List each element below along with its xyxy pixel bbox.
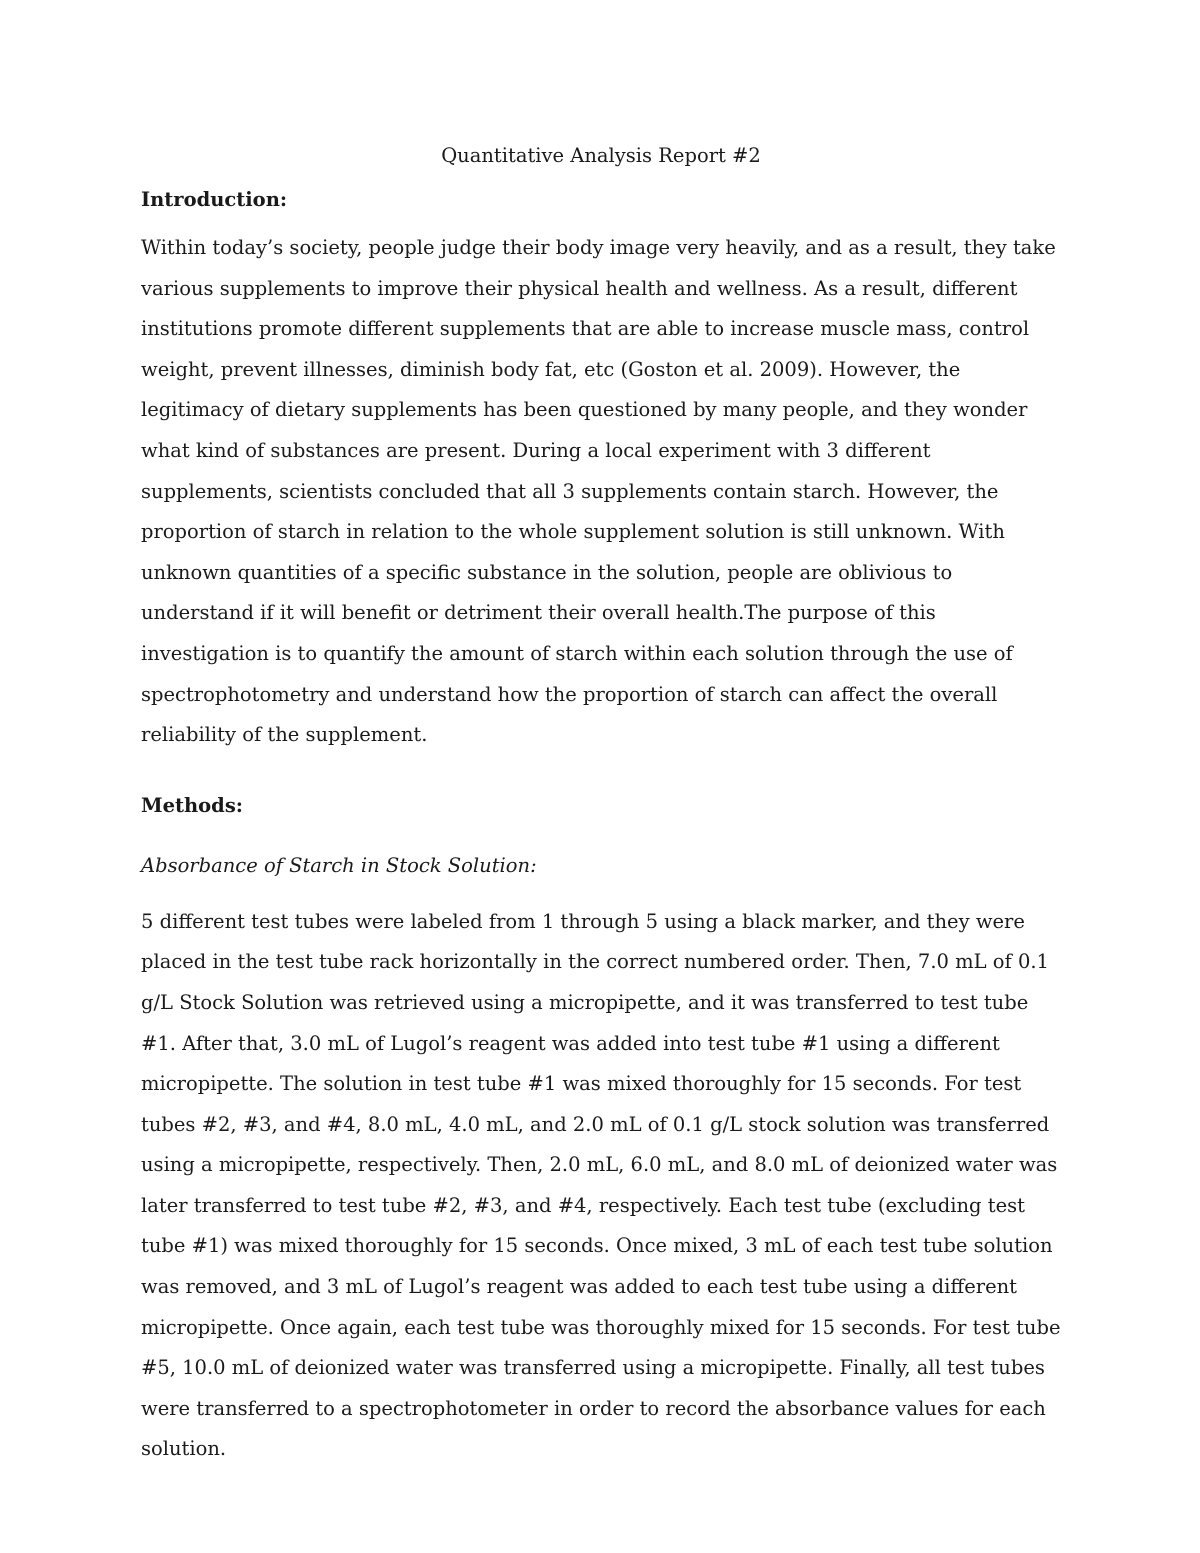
methods-paragraph: 5 different test tubes were labeled from 1 through 5 using a black marker, and they were placed in the test tube rack horizontally in the correct numbered order. Then, 7.0 mL of 0.1 g/L Stock Solution was retrieved using a micropipette, and it was transferred to test tube #1. After that, 3.0 mL of Lugol’s reagent was added into test tube #1 using a different micropipette. The solution in test tube #1 was mixed thoroughly for 15 seconds. For test tubes #2, #3, and #4, 8.0 mL, 4.0 mL, and 2.0 mL of 0.1 g/L stock solution was transferred using a micropipette, respectively. Then, 2.0 mL, 6.0 mL, and 8.0 mL of deionized water was later transferred to test tube #2, #3, and #4, respectively. Each test tube (excluding test tube #1) was mixed thoroughly for 15 seconds. Once mixed, 3 mL of each test tube solution was removed, and 3 mL of Lugol’s reagent was added to each test tube using a different micropipette. Once again, each test tube was thoroughly mixed for 15 seconds. For test tube #5, 10.0 mL of deionized water was transferred using a micropipette. Finally, all test tubes were transferred to a spectrophotometer in order to record the absorbance values for each solution. [141, 909, 1061, 1461]
methods-section [141, 786, 1061, 1470]
methods-subheading: Absorbance of Starch in Stock Solution: [141, 853, 537, 877]
introduction-heading: Introduction: [141, 188, 288, 211]
document-title: Quantitative Analysis Report #2 [441, 144, 761, 167]
introduction-section [141, 180, 1061, 756]
document-page [141, 136, 1061, 1470]
methods-heading: Methods: [141, 793, 243, 817]
introduction-paragraph: Within today’s society, people judge their body image very heavily, and as a result, they take various supplements to improve their physical health and wellness. As a result, different institutions promote different supplements that are able to increase muscle mass, control weight, prevent illnesses, diminish body fat, etc (Goston et al. 2009). However, the legitimacy of dietary supplements has been questioned by many people, and they wonder what kind of substances are present. During a local experiment with 3 different supplements, scientists concluded that all 3 supplements contain starch. However, the proportion of starch in relation to the whole supplement solution is still unknown. With unknown quantities of a specific substance in the solution, people are oblivious to understand if it will benefit or detriment their overall health.The purpose of this investigation is to quantify the amount of starch within each solution through the use of spectrophotometry and understand how the proportion of starch can affect the overall reliability of the supplement. [141, 236, 1056, 747]
